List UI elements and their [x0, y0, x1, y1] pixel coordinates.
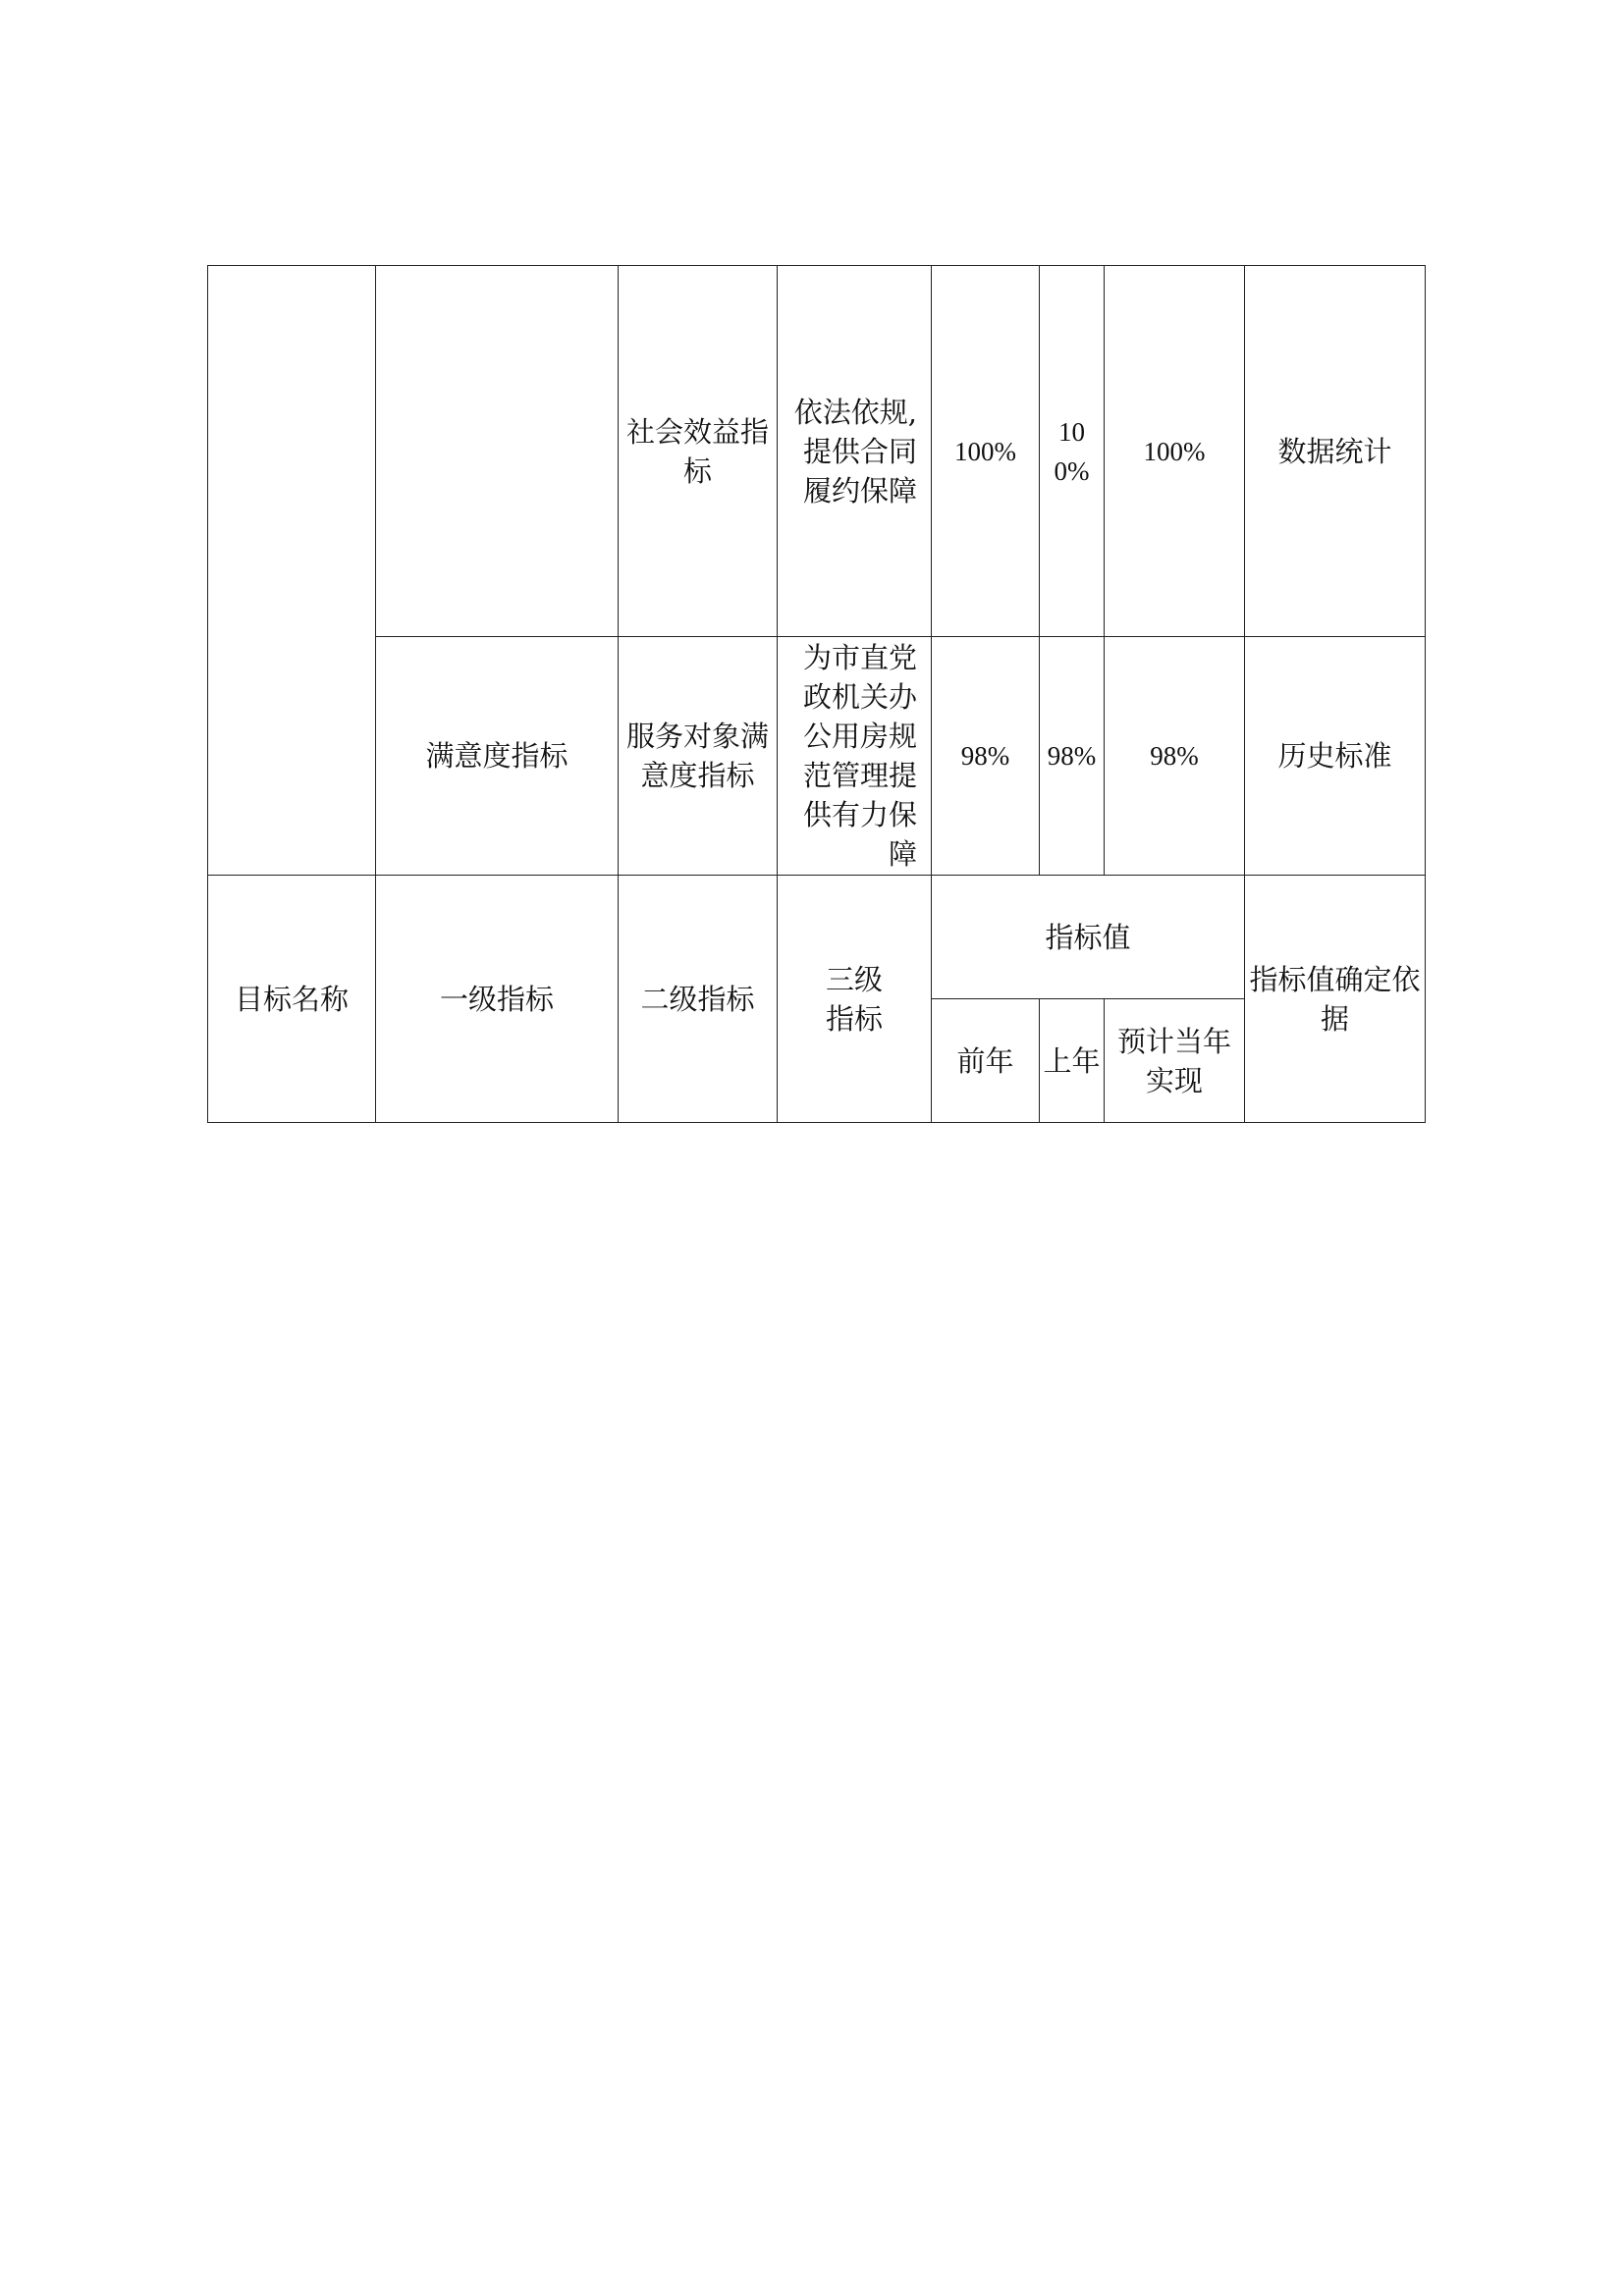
header-prev-year: 前年 [932, 999, 1040, 1123]
expected-value: 100% [1105, 266, 1245, 637]
level2-cell: 社会效益指标 [619, 266, 778, 637]
header-indicator-value: 指标值 [932, 876, 1245, 999]
level3-cell: 为市直党政机关办公用房规范管理提供有力保障 [778, 637, 932, 876]
header-level3: 三级指标 [778, 876, 932, 1123]
last-year-value: 98% [1040, 637, 1105, 876]
header-level1: 一级指标 [376, 876, 619, 1123]
table-row [208, 266, 1426, 637]
header-last-year: 上年 [1040, 999, 1105, 1123]
target-name-cell [208, 266, 376, 876]
header-row [208, 876, 1426, 999]
header-expected: 预计当年实现 [1105, 999, 1245, 1123]
expected-value: 98% [1105, 637, 1245, 876]
basis-cell: 数据统计 [1245, 266, 1426, 637]
level2-cell: 服务对象满意度指标 [619, 637, 778, 876]
last-year-value: 100% [1040, 266, 1105, 637]
header-basis: 指标值确定依据 [1245, 876, 1426, 1123]
level1-cell: 满意度指标 [376, 637, 619, 876]
prev-year-value: 98% [932, 637, 1040, 876]
basis-cell: 历史标准 [1245, 637, 1426, 876]
level1-cell [376, 266, 619, 637]
level3-cell: 依法依规,提供合同履约保障 [778, 266, 932, 637]
table-row [208, 637, 1426, 876]
header-level2: 二级指标 [619, 876, 778, 1123]
prev-year-value: 100% [932, 266, 1040, 637]
indicator-table [207, 265, 1426, 1123]
header-target-name: 目标名称 [208, 876, 376, 1123]
